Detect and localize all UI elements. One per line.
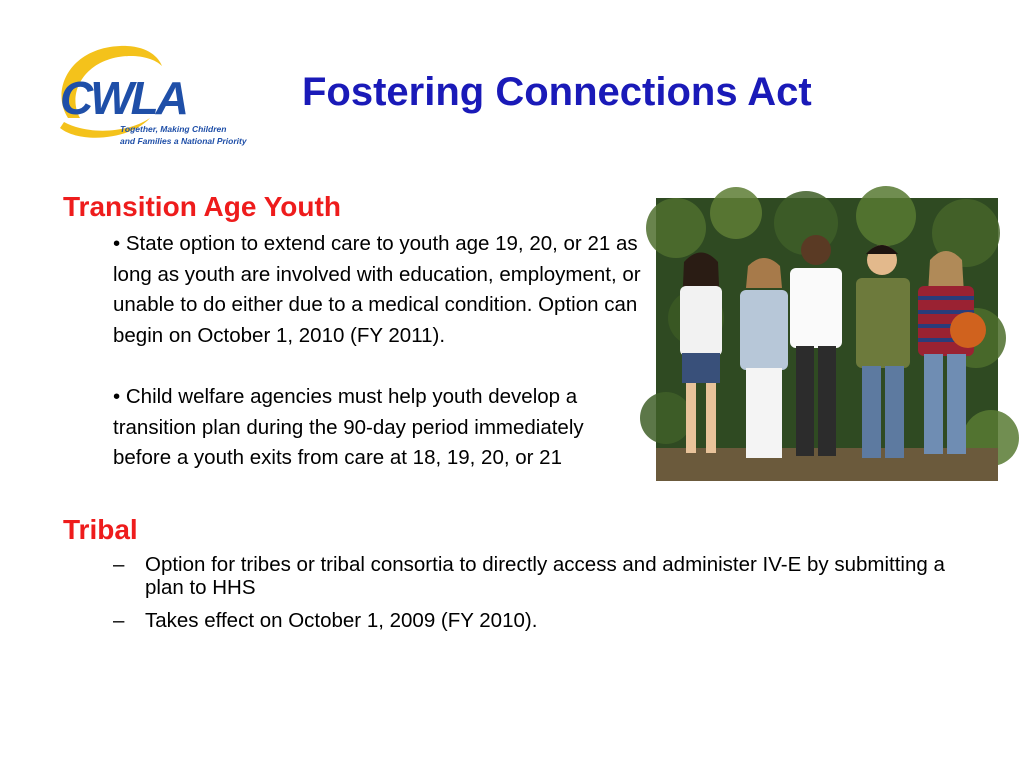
- logo-wordmark: CWLA: [60, 72, 186, 124]
- tribal-list-item: [113, 609, 963, 632]
- tribal-item-text: Option for tribes or tribal consortia to directly access and administer IV-E by submitting a plan to HHS: [145, 553, 945, 599]
- tribal-item-text: Takes effect on October 1, 2009 (FY 2010).: [145, 609, 538, 632]
- logo-tagline-2: and Families a National Priority: [120, 136, 247, 146]
- transition-bullet-2: • Child welfare agencies must help youth develop a transition plan during the 90-day period immediately before a youth exits from care at 18, 19, 20, or 21: [113, 385, 584, 469]
- slide-title: Fostering Connections Act: [302, 70, 812, 114]
- section-heading-transition: Transition Age Youth: [63, 191, 341, 222]
- transition-bullet-1: • State option to extend care to youth age 19, 20, or 21 as long as youth are involved with education, employment, or unable to do either due to a medical condition. Option can begin on October 1, 2010 (FY 2011).: [113, 232, 641, 347]
- tribal-list-item: [113, 553, 963, 599]
- dash-marker: –: [113, 609, 125, 632]
- section-heading-tribal: Tribal: [63, 514, 138, 545]
- tribal-list: [113, 553, 963, 642]
- dash-marker: –: [113, 553, 125, 576]
- cwla-logo-graphic: [50, 40, 247, 152]
- photo-illustration: [656, 198, 998, 481]
- group-of-teens-photo: [656, 198, 998, 481]
- logo-tagline-1: Together, Making Children: [120, 124, 227, 134]
- cwla-logo: [50, 40, 247, 152]
